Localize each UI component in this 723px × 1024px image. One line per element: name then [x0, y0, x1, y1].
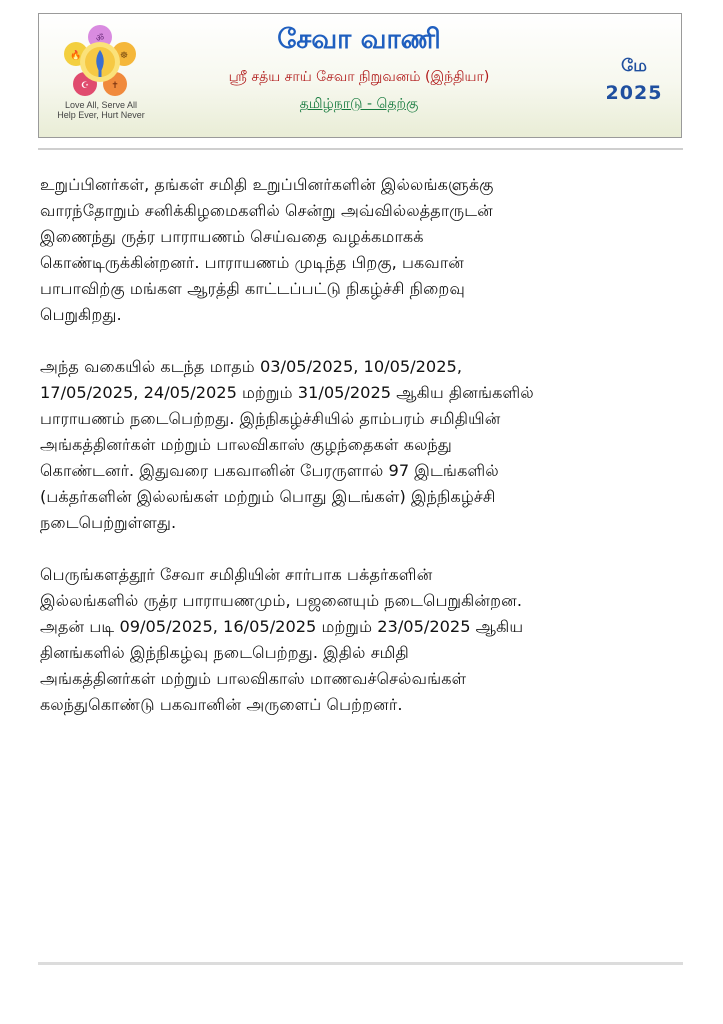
- region-link[interactable]: தமிழ்நாடு - தெற்கு: [299, 96, 419, 112]
- svg-text:☪: ☪: [80, 81, 90, 91]
- text-line: கொண்டனர். இதுவரை பகவானின் பேரருளால் 97 இடங்களில்: [40, 461, 499, 480]
- text-line: அதன் படி 09/05/2025, 16/05/2025 மற்றும் 23/05/2025 ஆகிய: [40, 617, 524, 636]
- paragraph-3: [40, 562, 690, 718]
- text-line: (பக்தர்களின் இல்லங்கள் மற்றும் பொது இடங்கள்) இந்நிகழ்ச்சி: [40, 487, 496, 506]
- text-line: இல்லங்களில் ருத்ர பாராயணமும், பஜனையும் நடைபெறுகின்றன.: [40, 591, 522, 610]
- motto-line-1: Love All, Serve All: [64, 100, 138, 110]
- svg-text:🔥: 🔥: [70, 51, 82, 61]
- paragraph-1: [40, 172, 690, 328]
- top-divider: [38, 148, 683, 150]
- text-line: பெருங்களத்தூர் சேவா சமிதியின் சார்பாக பக்தர்களின்: [40, 565, 433, 584]
- text-line: தினங்களில் இந்நிகழ்வு நடைபெற்றது. இதில் சமிதி: [40, 643, 409, 662]
- text-line: நடைபெற்றுள்ளது.: [40, 513, 177, 532]
- text-line: உறுப்பினர்கள், தங்கள் சமிதி உறுப்பினர்களின் இல்லங்களுக்கு: [40, 175, 494, 194]
- text-line: அங்கத்தினர்கள் மற்றும் பாலவிகாஸ் மாணவச்செல்வங்கள்: [40, 669, 467, 688]
- organization-name: ஸ்ரீ சத்ய சாய் சேவா நிறுவனம் (இந்தியா): [228, 69, 490, 85]
- text-line: அங்கத்தினர்கள் மற்றும் பாலவிகாஸ் குழந்தைகள் கலந்து: [40, 435, 452, 454]
- text-line: பாராயணம் நடைபெற்றது. இந்நிகழ்ச்சியில் தாம்பரம் சமிதியின்: [40, 409, 501, 428]
- text-line: வாரந்தோறும் சனிக்கிழமைகளில் சென்று அவ்வில்லத்தாருடன்: [40, 201, 493, 220]
- svg-text:✝: ✝: [111, 81, 119, 91]
- paragraph-2: [40, 354, 690, 536]
- newsletter-title: சேவா வாணி: [277, 24, 441, 55]
- newsletter-header: [38, 13, 682, 138]
- motto-line-2: Help Ever, Hurt Never: [57, 110, 145, 120]
- issue-month: மே: [621, 56, 647, 76]
- text-line: கொண்டிருக்கின்றனர். பாராயணம் முடிந்த பிறகு, பகவான்: [40, 253, 464, 272]
- text-line: பாபாவிற்கு மங்கள ஆரத்தி காட்டப்பட்டு நிகழ்ச்சி நிறைவு: [40, 279, 465, 298]
- bottom-divider: [38, 962, 683, 965]
- issue-year: 2025: [605, 82, 663, 104]
- sathya-sai-lotus-logo-icon: [62, 24, 138, 100]
- article-body: [40, 172, 690, 744]
- svg-text:☸: ☸: [119, 51, 129, 61]
- text-line: 17/05/2025, 24/05/2025 மற்றும் 31/05/2025 ஆகிய தினங்களில்: [40, 383, 534, 402]
- text-line: பெறுகிறது.: [40, 305, 122, 324]
- svg-text:ॐ: ॐ: [95, 34, 105, 44]
- text-line: கலந்துகொண்டு பகவானின் அருளைப் பெற்றனர்.: [40, 695, 403, 714]
- text-line: அந்த வகையில் கடந்த மாதம் 03/05/2025, 10/05/2025,: [40, 357, 462, 376]
- text-line: இணைந்து ருத்ர பாராயணம் செய்வதை வழக்கமாகக்: [40, 227, 424, 246]
- logo-motto: [51, 100, 151, 120]
